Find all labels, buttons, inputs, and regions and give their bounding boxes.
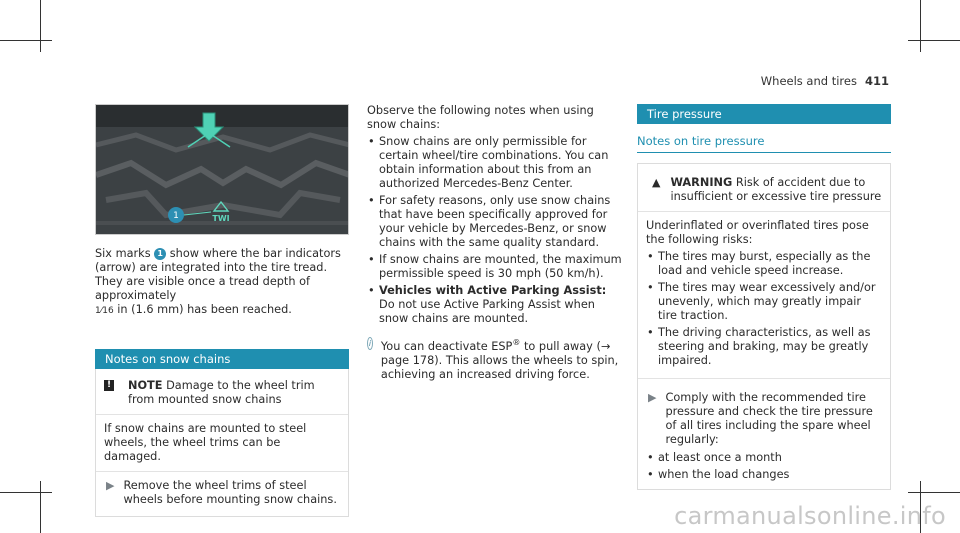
crop-mark: [0, 492, 52, 493]
exclamation-icon: !: [104, 380, 114, 391]
header-title: Wheels and tires: [760, 74, 857, 88]
list-item: • Vehicles with Active Parking Assist: Do not use Active Parking Assist when snow chains are mounted.: [367, 284, 622, 326]
instruction-text: Remove the wheel trims of steel wheels before mounting snow chains.: [123, 479, 337, 506]
fraction: 1⁄16: [95, 306, 114, 316]
watermark: carmanualsonline.info: [674, 502, 946, 530]
page-reference[interactable]: to pull away (→ page 178). This allows the wheels to spin, achieving an increased driving force.: [380, 339, 619, 381]
warning-body: Underinflated or overinflated tires pose the following risks:: [646, 219, 869, 246]
column-left: [95, 104, 349, 517]
warning-text: Risk of accident due to insufficient or excessive tire pressure: [670, 176, 882, 203]
arrow-right-icon: ▶: [106, 479, 115, 492]
section-tire-pressure: Tire pressure: [637, 104, 891, 124]
warning-box: [637, 163, 891, 490]
page-header: [761, 74, 889, 88]
tire-marker-badge: 1: [173, 211, 179, 221]
subheading: Notes on tire pressure: [637, 134, 891, 153]
info-icon: i: [368, 339, 372, 348]
image-caption: Six marks 1 show where the bar indicators (arrow) are integrated into the tire tread. They are visible once a tread depth of approximately 1⁄16 in (1.6 mm) has been reached.: [95, 247, 341, 316]
list-item: • The tires may burst, especially as the load and vehicle speed increase.: [646, 250, 882, 278]
snow-chain-notes: [367, 135, 622, 326]
crop-mark: [908, 492, 960, 493]
list-item: • For safety reasons, only use snow chains that have been specifically approved for your vehicle by Mercedes-Benz, or snow chains with the same quality standard.: [367, 194, 622, 250]
instruction-text: Comply with the recommended tire pressure and check the tire pressure of all tires including the spare wheel regularly:: [665, 391, 873, 446]
marker-badge: 1: [154, 248, 166, 260]
note-box: [95, 369, 349, 517]
twi-label: TWI: [212, 214, 230, 223]
list-item: • at least once a month: [646, 451, 882, 465]
crop-mark: [908, 40, 960, 41]
warning-label: WARNING: [670, 176, 733, 189]
list-item: • If snow chains are mounted, the maximum permissible speed is 30 mph (50 km/h).: [367, 253, 622, 281]
tire-tread-illustration: [96, 105, 349, 235]
risk-list: [646, 250, 882, 368]
list-item: • Snow chains are only permissible for certain wheel/tire combinations. You can obtain information about this from an authorized Mercedes-Benz Center.: [367, 135, 622, 191]
note-body: If snow chains are mounted to steel wheels, the wheel trims can be damaged.: [96, 415, 348, 472]
tire-tread-image: [95, 104, 349, 235]
intro-text: Observe the following notes when using snow chains:: [367, 104, 594, 131]
note-label: NOTE: [128, 379, 163, 392]
crop-mark: [40, 481, 41, 533]
note-text: Damage to the wheel trim from mounted snow chains: [128, 379, 315, 406]
column-middle: [367, 104, 622, 382]
info-note: i You can deactivate ESP® to pull away (→ page 178). This allows the wheels to spin, achieving an increased driving force.: [368, 338, 619, 381]
warning-triangle-icon: ▲: [652, 176, 661, 189]
list-item: • The driving characteristics, as well as steering and braking, may be greatly impaired.: [646, 326, 882, 368]
crop-mark: [920, 0, 921, 52]
crop-mark: [40, 0, 41, 52]
column-right: [637, 104, 891, 490]
list-item: • when the load changes: [646, 468, 882, 482]
crop-mark: [0, 40, 52, 41]
section-snow-chains: Notes on snow chains: [95, 349, 349, 369]
page-number: 411: [864, 74, 889, 88]
list-item: • The tires may wear excessively and/or unevenly, which may greatly impair tire traction.: [646, 281, 882, 323]
arrow-right-icon: ▶: [648, 391, 657, 404]
check-schedule-list: [646, 451, 882, 482]
